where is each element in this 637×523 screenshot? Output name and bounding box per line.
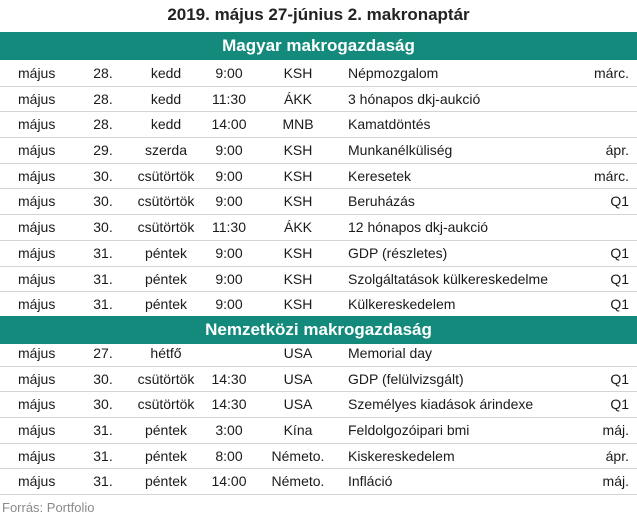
- cell-month: május: [18, 219, 56, 236]
- cell-month: május: [18, 142, 56, 159]
- cell-period: márc.: [594, 167, 629, 184]
- cell-month: május: [18, 296, 56, 313]
- cell-period: ápr.: [605, 142, 629, 159]
- cell-time: 8:00: [215, 447, 243, 464]
- cell-period: máj.: [602, 473, 629, 490]
- cell-weekday: péntek: [144, 244, 188, 261]
- cell-event: 3 hónapos dkj-aukció: [348, 90, 481, 107]
- table-row: [0, 87, 637, 113]
- table-row: [0, 292, 637, 318]
- table-hungarian: [0, 61, 637, 318]
- cell-event: Szolgáltatások külkereskedelme: [348, 270, 548, 287]
- cell-month: május: [18, 116, 56, 133]
- cell-weekday: kedd: [150, 116, 182, 133]
- table-row: [0, 267, 637, 293]
- cell-month: május: [18, 447, 56, 464]
- table-row: [0, 341, 637, 367]
- cell-weekday: kedd: [150, 65, 182, 81]
- table-international: [0, 341, 637, 495]
- cell-time: 9:00: [215, 270, 243, 287]
- table-row: [0, 215, 637, 241]
- cell-day: 28.: [93, 65, 113, 81]
- cell-month: május: [18, 422, 56, 439]
- cell-day: 30.: [93, 193, 113, 210]
- section-header-international: Nemzetközi makrogazdaság: [0, 316, 637, 344]
- cell-source: Németo.: [271, 447, 325, 464]
- cell-event: Személyes kiadások árindexe: [348, 396, 534, 413]
- cell-day: 30.: [93, 167, 113, 184]
- cell-time: 11:30: [212, 90, 246, 107]
- cell-day: 30.: [93, 370, 113, 387]
- cell-month: május: [18, 345, 56, 361]
- cell-weekday: péntek: [144, 296, 188, 313]
- section-header-hungarian: Magyar makrogazdaság: [0, 32, 637, 60]
- cell-weekday: szerda: [144, 142, 188, 159]
- cell-source: USA: [283, 396, 313, 413]
- cell-weekday: csütörtök: [137, 193, 195, 210]
- cell-day: 31.: [93, 473, 113, 490]
- cell-day: 29.: [93, 142, 113, 159]
- cell-weekday: péntek: [144, 447, 188, 464]
- table-row: [0, 138, 637, 164]
- table-row: [0, 444, 637, 470]
- cell-source: ÁKK: [283, 219, 312, 236]
- cell-day: 31.: [93, 447, 113, 464]
- cell-weekday: péntek: [144, 422, 188, 439]
- cell-event: Infláció: [348, 473, 393, 490]
- cell-period: Q1: [610, 193, 629, 210]
- cell-time: 11:30: [212, 219, 246, 236]
- cell-month: május: [18, 65, 56, 81]
- cell-event: Népmozgalom: [348, 65, 439, 81]
- source-note: Forrás: Portfolio: [2, 500, 95, 515]
- cell-period: máj.: [602, 422, 629, 439]
- cell-source: USA: [283, 370, 313, 387]
- cell-source: KSH: [283, 270, 313, 287]
- cell-event: Feldolgozóipari bmi: [348, 422, 470, 439]
- cell-event: GDP (felülvizsgált): [348, 370, 464, 387]
- cell-weekday: kedd: [150, 90, 182, 107]
- cell-day: 28.: [93, 90, 113, 107]
- table-row: [0, 392, 637, 418]
- cell-source: Kína: [283, 422, 313, 439]
- cell-source: ÁKK: [283, 90, 312, 107]
- cell-time: 14:00: [211, 473, 247, 490]
- cell-weekday: péntek: [144, 270, 188, 287]
- cell-period: Q1: [610, 396, 629, 413]
- cell-month: május: [18, 244, 56, 261]
- cell-period: Q1: [610, 296, 629, 313]
- cell-time: 14:30: [211, 396, 247, 413]
- cell-period: márc.: [594, 65, 629, 81]
- cell-month: május: [18, 473, 56, 490]
- cell-event: Beruházás: [348, 193, 415, 210]
- cell-source: Németo.: [271, 473, 325, 490]
- table-row: [0, 164, 637, 190]
- cell-time: 14:00: [211, 116, 247, 133]
- table-row: [0, 189, 637, 215]
- cell-event: Külkereskedelem: [348, 296, 456, 313]
- cell-event: 12 hónapos dkj-aukció: [348, 219, 489, 236]
- cell-month: május: [18, 193, 56, 210]
- table-row: [0, 469, 637, 495]
- cell-time: 14:30: [211, 370, 247, 387]
- cell-period: ápr.: [605, 447, 629, 464]
- table-row: [0, 241, 637, 267]
- cell-weekday: péntek: [144, 473, 188, 490]
- cell-day: 31.: [93, 296, 113, 313]
- cell-source: USA: [283, 345, 313, 361]
- cell-month: május: [18, 167, 56, 184]
- cell-event: Keresetek: [348, 167, 412, 184]
- cell-time: 9:00: [215, 142, 243, 159]
- cell-time: 9:00: [215, 244, 243, 261]
- cell-weekday: hétfő: [150, 345, 182, 361]
- cell-period: Q1: [610, 244, 629, 261]
- cell-source: KSH: [283, 167, 313, 184]
- cell-time: 9:00: [215, 296, 243, 313]
- table-row: [0, 112, 637, 138]
- cell-event: Munkanélküliség: [348, 142, 453, 159]
- cell-source: KSH: [283, 65, 313, 81]
- cell-time: 9:00: [215, 167, 243, 184]
- cell-day: 31.: [93, 270, 113, 287]
- cell-day: 30.: [93, 396, 113, 413]
- table-row: [0, 418, 637, 444]
- cell-day: 28.: [93, 116, 113, 133]
- cell-day: 30.: [93, 219, 113, 236]
- cell-period: Q1: [610, 370, 629, 387]
- cell-month: május: [18, 396, 56, 413]
- cell-weekday: csütörtök: [137, 396, 195, 413]
- cell-month: május: [18, 370, 56, 387]
- cell-event: GDP (részletes): [348, 244, 448, 261]
- cell-weekday: csütörtök: [137, 219, 195, 236]
- cell-period: Q1: [610, 270, 629, 287]
- cell-source: KSH: [283, 296, 313, 313]
- cell-time: 3:00: [215, 422, 243, 439]
- table-row: [0, 61, 637, 87]
- table-row: [0, 367, 637, 393]
- cell-event: Kamatdöntés: [348, 116, 431, 133]
- cell-weekday: csütörtök: [137, 370, 195, 387]
- cell-source: KSH: [283, 244, 313, 261]
- cell-source: MNB: [282, 116, 314, 133]
- cell-day: 27.: [93, 345, 113, 361]
- cell-day: 31.: [93, 244, 113, 261]
- cell-source: KSH: [283, 193, 313, 210]
- cell-month: május: [18, 270, 56, 287]
- cell-event: Memorial day: [348, 345, 433, 361]
- page-title: 2019. május 27-június 2. makronaptár: [167, 5, 470, 24]
- cell-time: 9:00: [215, 193, 243, 210]
- cell-day: 31.: [93, 422, 113, 439]
- cell-event: Kiskereskedelem: [348, 447, 455, 464]
- cell-month: május: [18, 90, 56, 107]
- cell-weekday: csütörtök: [137, 167, 195, 184]
- cell-source: KSH: [283, 142, 313, 159]
- cell-time: 9:00: [215, 65, 243, 81]
